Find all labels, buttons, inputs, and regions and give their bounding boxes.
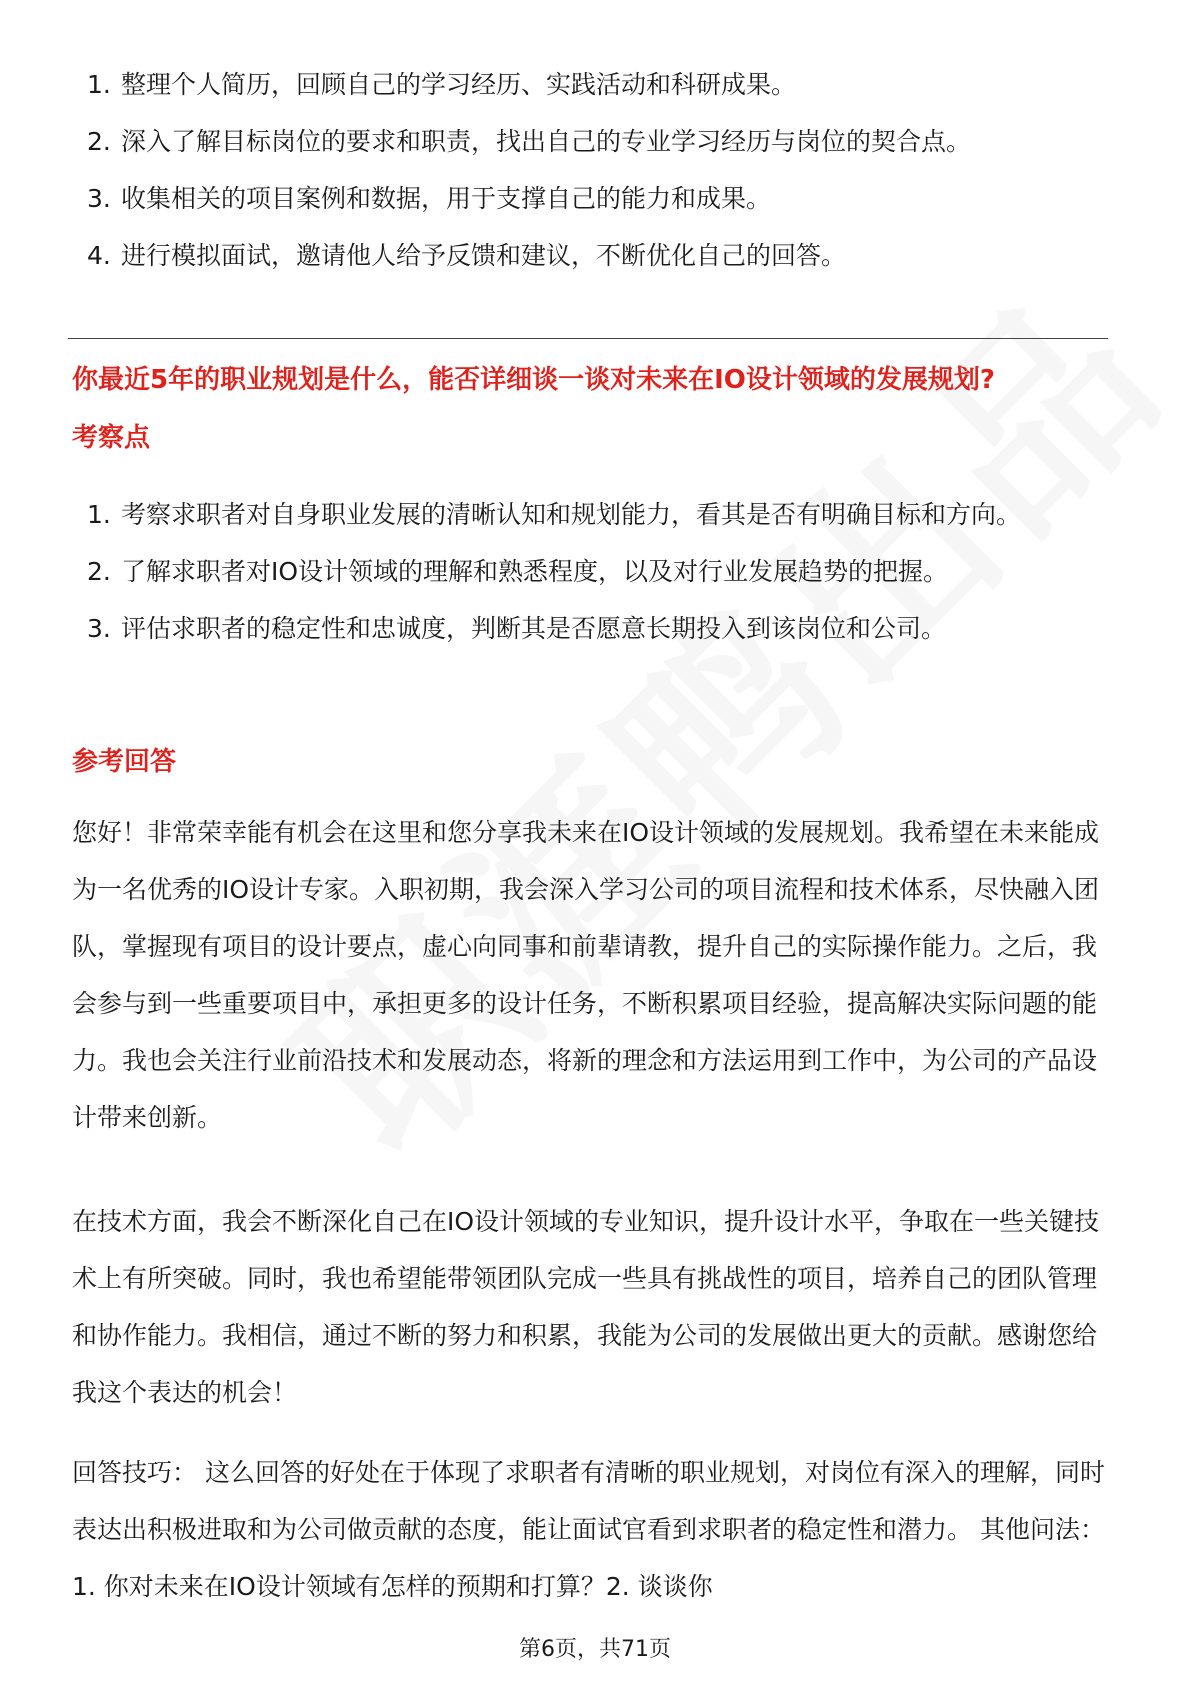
question-heading: 你最近5年的职业规划是什么，能否详细谈一谈对未来在IO设计领域的发展规划? (72, 365, 995, 395)
list-item (68, 170, 1108, 227)
list-number: 2. (87, 127, 111, 156)
answer-paragraph: 您好！非常荣幸能有机会在这里和您分享我未来在IO设计领域的发展规划。我希望在未来能成为一名优秀的IO设计专家。入职初期，我会深入学习公司的项目流程和技术体系，尽快融入团队，掌握现有项目的设计要点，虚心向同事和前辈请教，提升自己的实际操作能力。之后，我会参与到一些重要项目中，承担更多的设计任务，不断积累项目经验，提高解决实际问题的能力。我也会关注行业前沿技术和发展动态，将新的理念和方法运用到工作中，为公司的产品设计带来创新。 (72, 818, 1100, 1132)
list-item-text: 了解求职者对IO设计领域的理解和熟悉程度，以及对行业发展趋势的把握。 (121, 557, 949, 586)
list-item (68, 113, 1108, 170)
list-item-text: 整理个人简历，回顾自己的学习经历、实践活动和科研成果。 (121, 70, 797, 99)
list-number: 2. (87, 557, 111, 586)
section-divider (68, 338, 1108, 339)
list-item-text: 收集相关的项目案例和数据，用于支撑自己的能力和成果。 (121, 184, 772, 213)
page-number-footer: 第6页，共71页 (519, 1637, 671, 1662)
assessment-points-list (68, 486, 1108, 657)
list-item-text: 进行模拟面试，邀请他人给予反馈和建议，不断优化自己的回答。 (121, 241, 847, 270)
list-number: 1. (87, 500, 111, 529)
list-item (68, 543, 1108, 600)
answer-paragraph: 在技术方面，我会不断深化自己在IO设计领域的专业知识，提升设计水平，争取在一些关键技术上有所突破。同时，我也希望能带领团队完成一些具有挑战性的项目，培养自己的团队管理和协作能力。我相信，通过不断的努力和积累，我能为公司的发展做出更大的贡献。感谢您给我这个表达的机会！ (72, 1207, 1100, 1407)
list-item-text: 考察求职者对自身职业发展的清晰认知和规划能力，看其是否有明确目标和方向。 (121, 500, 1022, 529)
list-number: 3. (87, 184, 111, 213)
list-item (68, 56, 1108, 113)
list-number: 3. (87, 614, 111, 643)
assessment-points-label: 考察点 (72, 423, 151, 453)
list-item (68, 600, 1108, 657)
list-number: 1. (87, 70, 111, 99)
list-item (68, 486, 1108, 543)
list-number: 4. (87, 241, 111, 270)
list-item (68, 227, 1108, 284)
list-item-text: 评估求职者的稳定性和忠诚度，判断其是否愿意长期投入到该岗位和公司。 (121, 614, 947, 643)
list-item-text: 深入了解目标岗位的要求和职责，找出自己的专业学习经历与岗位的契合点。 (121, 127, 972, 156)
answer-tips-paragraph: 回答技巧： 这么回答的好处在于体现了求职者有清晰的职业规划，对岗位有深入的理解，同时表达出积极进取和为公司做贡献的态度，能让面试官看到求职者的稳定性和潜力。 其他问法：1. 你对未来在IO设计领域有怎样的预期和打算？2. 谈谈你 (72, 1458, 1105, 1601)
reference-answer-label: 参考回答 (72, 747, 177, 777)
preparation-list (68, 56, 1108, 284)
